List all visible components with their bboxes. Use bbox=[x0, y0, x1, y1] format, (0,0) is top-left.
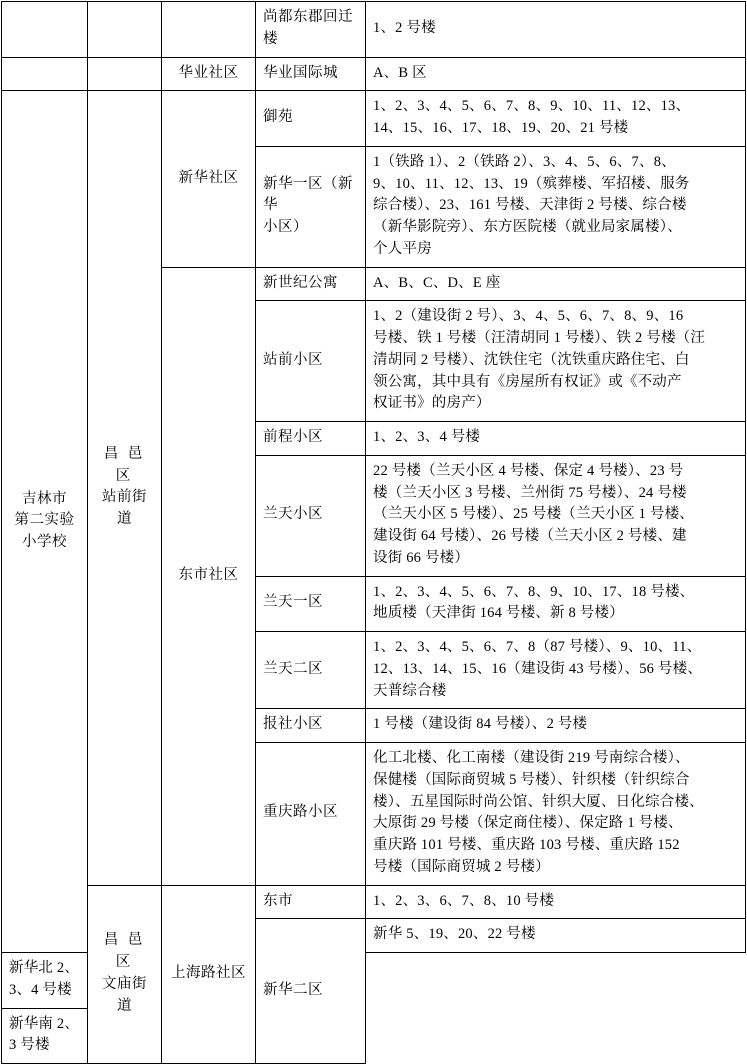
street-line: 昌 邑 区 bbox=[103, 445, 146, 484]
table-row bbox=[2, 885, 746, 919]
buildings-line: 重庆路 101 号楼、重庆路 103 号楼、重庆路 152 bbox=[373, 837, 680, 853]
buildings-line: 化工北楼、化工南楼（建设街 219 号南综合楼）、 bbox=[373, 750, 690, 766]
cell-buildings: 1 号楼（建设街 84 号楼）、2 号楼 bbox=[366, 709, 746, 743]
cell-buildings: A、B 区 bbox=[366, 57, 746, 91]
cell-school bbox=[2, 57, 88, 91]
buildings-line: 个人平房 bbox=[373, 240, 432, 257]
cell-buildings: A、B、C、D、E 座 bbox=[366, 267, 746, 301]
buildings-line: （新华影院旁）、东方医院楼（就业局家属楼）、 bbox=[373, 219, 682, 235]
cell-buildings bbox=[366, 91, 746, 147]
cell-estate: 御苑 bbox=[256, 91, 366, 147]
cell-estate: 兰天二区 bbox=[256, 632, 366, 709]
street-line: 文庙街道 bbox=[102, 975, 147, 1014]
street-line: 昌 邑 区 bbox=[103, 932, 146, 970]
cell-buildings: 1、2、3、6、7、8、10 号楼 bbox=[366, 885, 746, 919]
cell-community: 华业社区 bbox=[162, 57, 256, 91]
buildings-line: 综合楼）、23、161 号楼、天津街 2 号楼、综合楼 bbox=[373, 197, 687, 214]
cell-buildings bbox=[366, 743, 746, 886]
buildings-line: 领公寓，其中具有《房屋所有权证》或《不动产 bbox=[373, 373, 682, 390]
cell-estate: 华业国际城 bbox=[256, 57, 366, 91]
cell-estate: 东市 bbox=[256, 885, 366, 919]
cell-buildings bbox=[366, 301, 746, 422]
cell-street bbox=[88, 885, 162, 1064]
estate-line: 尚都东郡回迁楼 bbox=[263, 9, 353, 47]
cell-estate bbox=[256, 146, 366, 267]
cell-estate: 新华二区 bbox=[256, 919, 366, 1064]
buildings-line: 1、2、3、4、5、6、7、8、9、10、11、12、13、 bbox=[373, 98, 691, 115]
buildings-line: 权证书》的房产） bbox=[373, 395, 491, 412]
cell-community bbox=[162, 2, 256, 58]
buildings-line: 22 号楼（兰天小区 4 号楼、保定 4 号楼）、23 号 bbox=[373, 462, 684, 479]
cell-street bbox=[88, 57, 162, 91]
cell-estate: 前程小区 bbox=[256, 422, 366, 456]
cell-buildings: 新华 5、19、20、22 号楼 bbox=[366, 919, 746, 953]
cell-buildings bbox=[366, 455, 746, 576]
buildings-line: 清胡同 2 号楼）、沈铁住宅（沈铁重庆路住宅、白 bbox=[373, 351, 690, 368]
school-line: 吉林市 bbox=[22, 490, 67, 507]
cell-estate: 站前小区 bbox=[256, 301, 366, 422]
table-row bbox=[2, 2, 746, 58]
buildings-line: 楼（兰天小区 3 号楼、兰州街 75 号楼）、24 号楼 bbox=[373, 484, 687, 501]
cell-community: 上海路社区 bbox=[162, 885, 256, 1064]
buildings-line: 设街 66 号楼） bbox=[373, 549, 470, 566]
buildings-line: 地质楼（天津街 164 号楼、新 8 号楼） bbox=[373, 605, 624, 622]
buildings-line: 大原街 29 号楼（保定商住楼）、保定路 1 号楼、 bbox=[373, 815, 683, 832]
cell-buildings bbox=[366, 632, 746, 709]
buildings-line: 1、2 号楼 bbox=[373, 19, 436, 36]
cell-estate bbox=[256, 2, 366, 58]
table-row bbox=[2, 57, 746, 91]
buildings-line: 号楼、铁 1 号楼（汪清胡同 1 号楼）、铁 2 号楼（汪 bbox=[373, 330, 706, 346]
buildings-line: 1（铁路 1）、2（铁路 2）、3、4、5、6、7、8、 bbox=[373, 153, 676, 170]
cell-estate: 兰天小区 bbox=[256, 455, 366, 576]
school-zoning-table bbox=[1, 1, 746, 1064]
cell-estate: 新世纪公寓 bbox=[256, 267, 366, 301]
buildings-line: 1、2（建设街 2 号）、3、4、5、6、7、8、9、16 bbox=[373, 308, 684, 325]
cell-buildings: 新华南 2、3 号楼 bbox=[2, 1008, 88, 1064]
cell-community: 东市社区 bbox=[162, 267, 256, 885]
buildings-line: 1、2、3、4、5、6、7、8（87 号楼）、9、10、11、 bbox=[373, 639, 702, 655]
document-page bbox=[0, 1, 747, 1064]
buildings-line: 12、13、14、15、16（建设街 43 号楼）、56 号楼、 bbox=[373, 660, 703, 677]
cell-buildings bbox=[366, 146, 746, 267]
cell-community: 新华社区 bbox=[162, 91, 256, 267]
cell-street bbox=[88, 2, 162, 58]
buildings-line: 号楼（国际商贸城 2 号楼） bbox=[373, 858, 550, 875]
estate-line: 新华一区（新华 bbox=[263, 175, 353, 214]
school-line: 第二实验 bbox=[14, 512, 75, 529]
buildings-line: 保健楼（国际商贸城 5 号楼）、针织楼（针织综合 bbox=[373, 771, 690, 788]
cell-buildings bbox=[366, 2, 746, 58]
cell-school bbox=[2, 2, 88, 58]
cell-estate: 报社小区 bbox=[256, 709, 366, 743]
estate-line: 小区） bbox=[263, 219, 308, 235]
school-line: 小学校 bbox=[22, 534, 67, 550]
cell-buildings: 新华北 2、3、4 号楼 bbox=[2, 953, 88, 1009]
cell-buildings bbox=[366, 576, 746, 632]
cell-school bbox=[2, 91, 88, 953]
buildings-line: 9、10、11、12、13、19（殡葬楼、军招楼、服务 bbox=[373, 175, 690, 192]
buildings-line: 楼）、五星国际时尚公馆、针织大厦、日化综合楼、 bbox=[373, 793, 704, 810]
cell-street bbox=[88, 91, 162, 885]
buildings-line: 1、2、3、4、5、6、7、8、9、10、17、18 号楼、 bbox=[373, 583, 695, 600]
cell-estate: 兰天一区 bbox=[256, 576, 366, 632]
cell-estate: 重庆路小区 bbox=[256, 743, 366, 886]
buildings-line: 天普综合楼 bbox=[373, 682, 447, 699]
buildings-line: 14、15、16、17、18、19、20、21 号楼 bbox=[373, 120, 629, 136]
buildings-line: （兰天小区 5 号楼）、25 号楼（兰天小区 1 号楼、 bbox=[373, 506, 694, 523]
table-row bbox=[2, 91, 746, 147]
street-line: 站前街道 bbox=[102, 489, 147, 528]
cell-buildings: 1、2、3、4 号楼 bbox=[366, 422, 746, 456]
buildings-line: 建设街 64 号楼）、26 号楼（兰天小区 2 号楼、建 bbox=[373, 528, 687, 544]
